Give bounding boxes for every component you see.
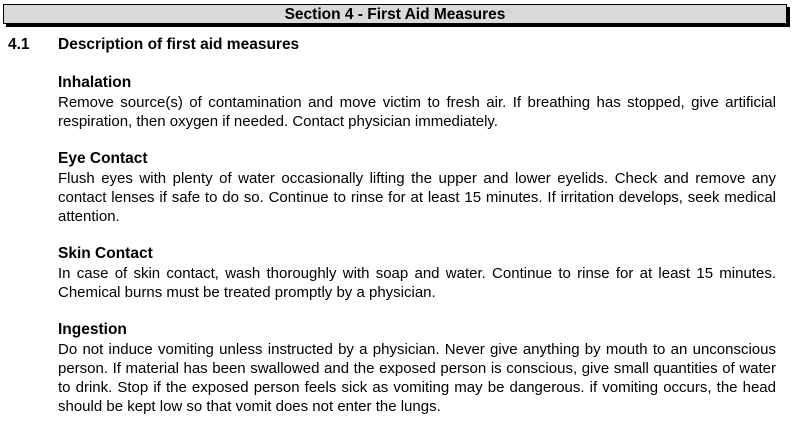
section-header bbox=[3, 4, 787, 24]
skin-contact-text: In case of skin contact, wash thoroughly with soap and water. Continue to rinse for at least 15 minutes. Chemical burns must be treated promptly by a physician. bbox=[58, 265, 776, 301]
eye-contact-text: Flush eyes with plenty of water occasionally lifting the upper and lower eyelids. Check and remove any contact lenses if safe to do so. Continue to rinse for at least 15 minutes. If irritation develops, seek medical attention. bbox=[58, 170, 776, 225]
section-title: Section 4 - First Aid Measures bbox=[284, 6, 506, 23]
inhalation-text: Remove source(s) of contamination and move victim to fresh air. If breathing has stopped, give artificial respiration, then oxygen if needed. Contact physician immediately. bbox=[58, 94, 776, 130]
skin-contact-title: Skin Contact bbox=[58, 245, 153, 262]
subsection-number: 4.1 bbox=[8, 36, 30, 53]
skin-contact-block bbox=[58, 244, 776, 302]
eye-contact-block bbox=[58, 149, 776, 226]
inhalation-title: Inhalation bbox=[58, 74, 132, 91]
inhalation-block bbox=[58, 73, 776, 131]
subsection-heading bbox=[8, 35, 788, 55]
ingestion-title: Ingestion bbox=[58, 321, 127, 338]
first-aid-content bbox=[58, 73, 776, 434]
ingestion-text: Do not induce vomiting unless instructed by a physician. Never give anything by mouth to an unconscious person. If material has been swallowed and the exposed person is conscious, give small quantities of water to drink. Stop if the exposed person feels sick as vomiting may be dangerous. if vomiting occurs, the head should be kept low so that vomit does not enter the lungs. bbox=[58, 341, 776, 415]
subsection-title: Description of first aid measures bbox=[58, 36, 300, 53]
eye-contact-title: Eye Contact bbox=[58, 150, 148, 167]
ingestion-block bbox=[58, 320, 776, 416]
